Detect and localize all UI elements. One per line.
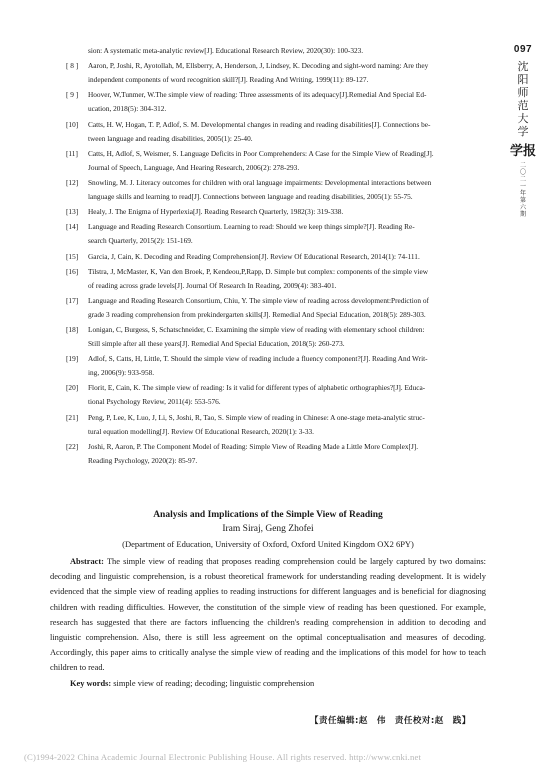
reference-item [60,88,490,116]
reference-line: Language and Reading Research Consortium, Chiu, Y. The simple view of reading across development:Prediction of [88,295,429,305]
reference-line: tween language and reading disabilities, 2005(1): 25-40. [88,133,253,143]
reference-line: Tilstra, J, McMaster, K, Van den Broek, P, Kendeou,P,Rapp, D. Simple but complex: components of the simple view [88,266,428,276]
reference-item [60,59,490,87]
abstract-body [50,554,486,676]
reference-line: ing, 2006(9): 933-958. [88,368,155,378]
reference-line: tural equation modelling[J]. Review Of Educational Research, 2020(1): 3-33. [88,426,314,436]
reference-line: sion: A systematic meta-analytic review[J]. Educational Research Review, 2020(30): 100-323. [88,46,364,55]
reference-item [60,176,490,204]
issue-label: 二〇二一年第六期 [519,162,526,218]
reference-line: grade 3 reading comprehension from prekindergarten skills[J]. Remedial And Special Education, 2018(5): 289-303. [88,309,426,319]
reference-item [60,323,490,351]
abstract-title: Analysis and Implications of the Simple View of Reading [153,510,383,520]
reference-line: Reading Psychology, 2020(2): 85-97. [88,455,198,465]
reference-item [60,294,490,322]
reference-item [60,205,490,219]
keywords-text: simple view of reading; decoding; linguistic comprehension [113,678,315,688]
reference-line: Adlof, S, Catts, H, Little, T. Should the simple view of reading include a fluency component?[J]. Reading And Writ- [88,354,428,364]
reference-line: Catts, H, Adlof, S, Weismer, S. Language Deficits in Poor Comprehenders: A Case for the Simple View of Reading[J]. [88,148,434,158]
reference-line: Language and Reading Research Consortium. Learning to read: Should we keep things simple?[J]. Reading Re- [88,222,415,232]
reference-line: Snowling, M. J. Literacy outcomes for children with oral language impairments: Developmental interactions between [88,177,432,187]
reference-line: Garcia, J, Cain, K. Decoding and Reading Comprehension[J]. Review Of Educational Research, 2014(1): 74-111. [88,251,420,261]
reference-number: [11] [66,148,78,158]
keywords [50,676,486,691]
reference-item [60,118,490,146]
copyright-footer: (C)1994-2022 China Academic Journal Electronic Publishing House. All rights reserved. http://www.cnki.net [24,752,422,762]
reference-line: language skills and learning to read[J]. Connections between language and reading disabilities, 2005(1): 55-75. [88,191,413,201]
journal-name-suffix: 学报 [509,144,536,159]
reference-number: [ 8 ] [66,61,79,71]
reference-number: [10] [66,119,79,129]
reference-line: independent components of word recognition skill?[J]. Reading And Writing, 1999(11): 89-127. [88,75,369,85]
keywords-label: Key words: [70,678,112,688]
abstract-authors: Iram Siraj, Geng Zhofei [222,524,314,534]
reference-line: ucation, 2018(5): 304-312. [88,104,167,114]
reference-line: of reading across grade levels[J]. Journal Of Research In Reading, 2009(4): 383-401. [88,280,337,290]
reference-line: Florit, E, Cain, K. The simple view of reading: Is it valid for different types of alphabetic orthographies?[J]. Educa- [88,383,426,393]
reference-number: [21] [66,412,79,422]
reference-item [60,352,490,380]
running-header-side [503,44,543,218]
reference-number: [22] [66,441,79,451]
abstract-affiliation: (Department of Education, University of Oxford, Oxford United Kingdom OX2 6PY) [122,539,414,549]
english-abstract [50,508,486,691]
reference-number: [19] [66,354,79,364]
reference-number: [20] [66,383,79,393]
reference-item [60,381,490,409]
abstract-text: The simple view of reading that proposes reading comprehension could be largely captured by two domains: decoding and linguistic comprehension, is a robust theoretical framework for understanding reading development. It is widely evidenced that the simple view of reading applies to reading instructions for different languages and is beneficial for diagnosing children with reading difficulties. However, the constitution of the simple view of reading has been questioned. For example, research has suggested that there are factors influencing the children's reading comprehension in addition to decoding and linguistic comprehension. Also, there is still less agreement on the optimal conceptualisation and measures of decoding. Accordingly, this paper aims to critically analyse the simple view of reading and the implications of this model for how to teach children to read. [50,557,486,673]
reference-line: search Quarterly, 2015(2): 151-169. [88,236,193,246]
reference-number: [17] [66,295,79,305]
reference-number: [14] [66,222,79,232]
reference-line: Journal of Speech, Language, And Hearing Research, 2006(2): 278-293. [88,162,300,172]
reference-line: Peng, P, Lee, K, Luo, J, Li, S, Joshi, R, Tao, S. Simple view of reading in Chinese: A one-stage meta-analytic struc- [88,412,425,422]
reference-item [60,147,490,175]
reference-line: Healy, J. The Enigma of Hyperlexia[J]. Reading Research Quarterly, 1982(3): 319-338. [88,207,344,217]
reference-line: Still simple after all these years[J]. Remedial And Special Education, 2018(5): 260-273. [88,339,345,349]
reference-list [60,44,490,469]
reference-number: [16] [66,266,79,276]
reference-line: Joshi, R, Aaron, P. The Component Model of Reading: Simple View of Reading Made a Little More Complex[J]. [88,441,419,451]
abstract-label: Abstract: [70,557,104,566]
reference-item [60,44,490,58]
editor-credits: 【责任编辑:赵 伟 责任校对:赵 践】 [310,716,471,726]
reference-line: Lonigan, C, Burgess, S, Schatschneider, C. Examining the simple view of reading with elementary school children: [88,325,425,335]
reference-line: Catts, H. W, Hogan, T. P, Adlof, S. M. Developmental changes in reading and reading disabilities[J]. Connections be- [88,119,431,129]
reference-number: [18] [66,325,79,335]
reference-number: [12] [66,177,79,187]
reference-number: [15] [66,251,79,261]
reference-line: Aaron, P, Joshi, R, Ayotollah, M, Ellsberry, A, Henderson, J, Lindsey, K. Decoding and sight-word naming: Are they [88,61,429,71]
reference-number: [13] [66,207,79,217]
reference-item [60,411,490,439]
reference-item [60,220,490,248]
page-number: 097 [513,44,533,55]
journal-name: 沈阳师范大学 [517,60,529,138]
reference-line: tional Psychology Review, 2011(4): 553-576. [88,397,221,407]
reference-line: Hoover, W,Tunmer, W.The simple view of reading: Three assessments of its adequacy[J].Remedial And Special Ed- [88,90,427,100]
reference-item [60,250,490,264]
reference-item [60,265,490,293]
reference-number: [ 9 ] [66,90,79,100]
reference-item [60,440,490,468]
